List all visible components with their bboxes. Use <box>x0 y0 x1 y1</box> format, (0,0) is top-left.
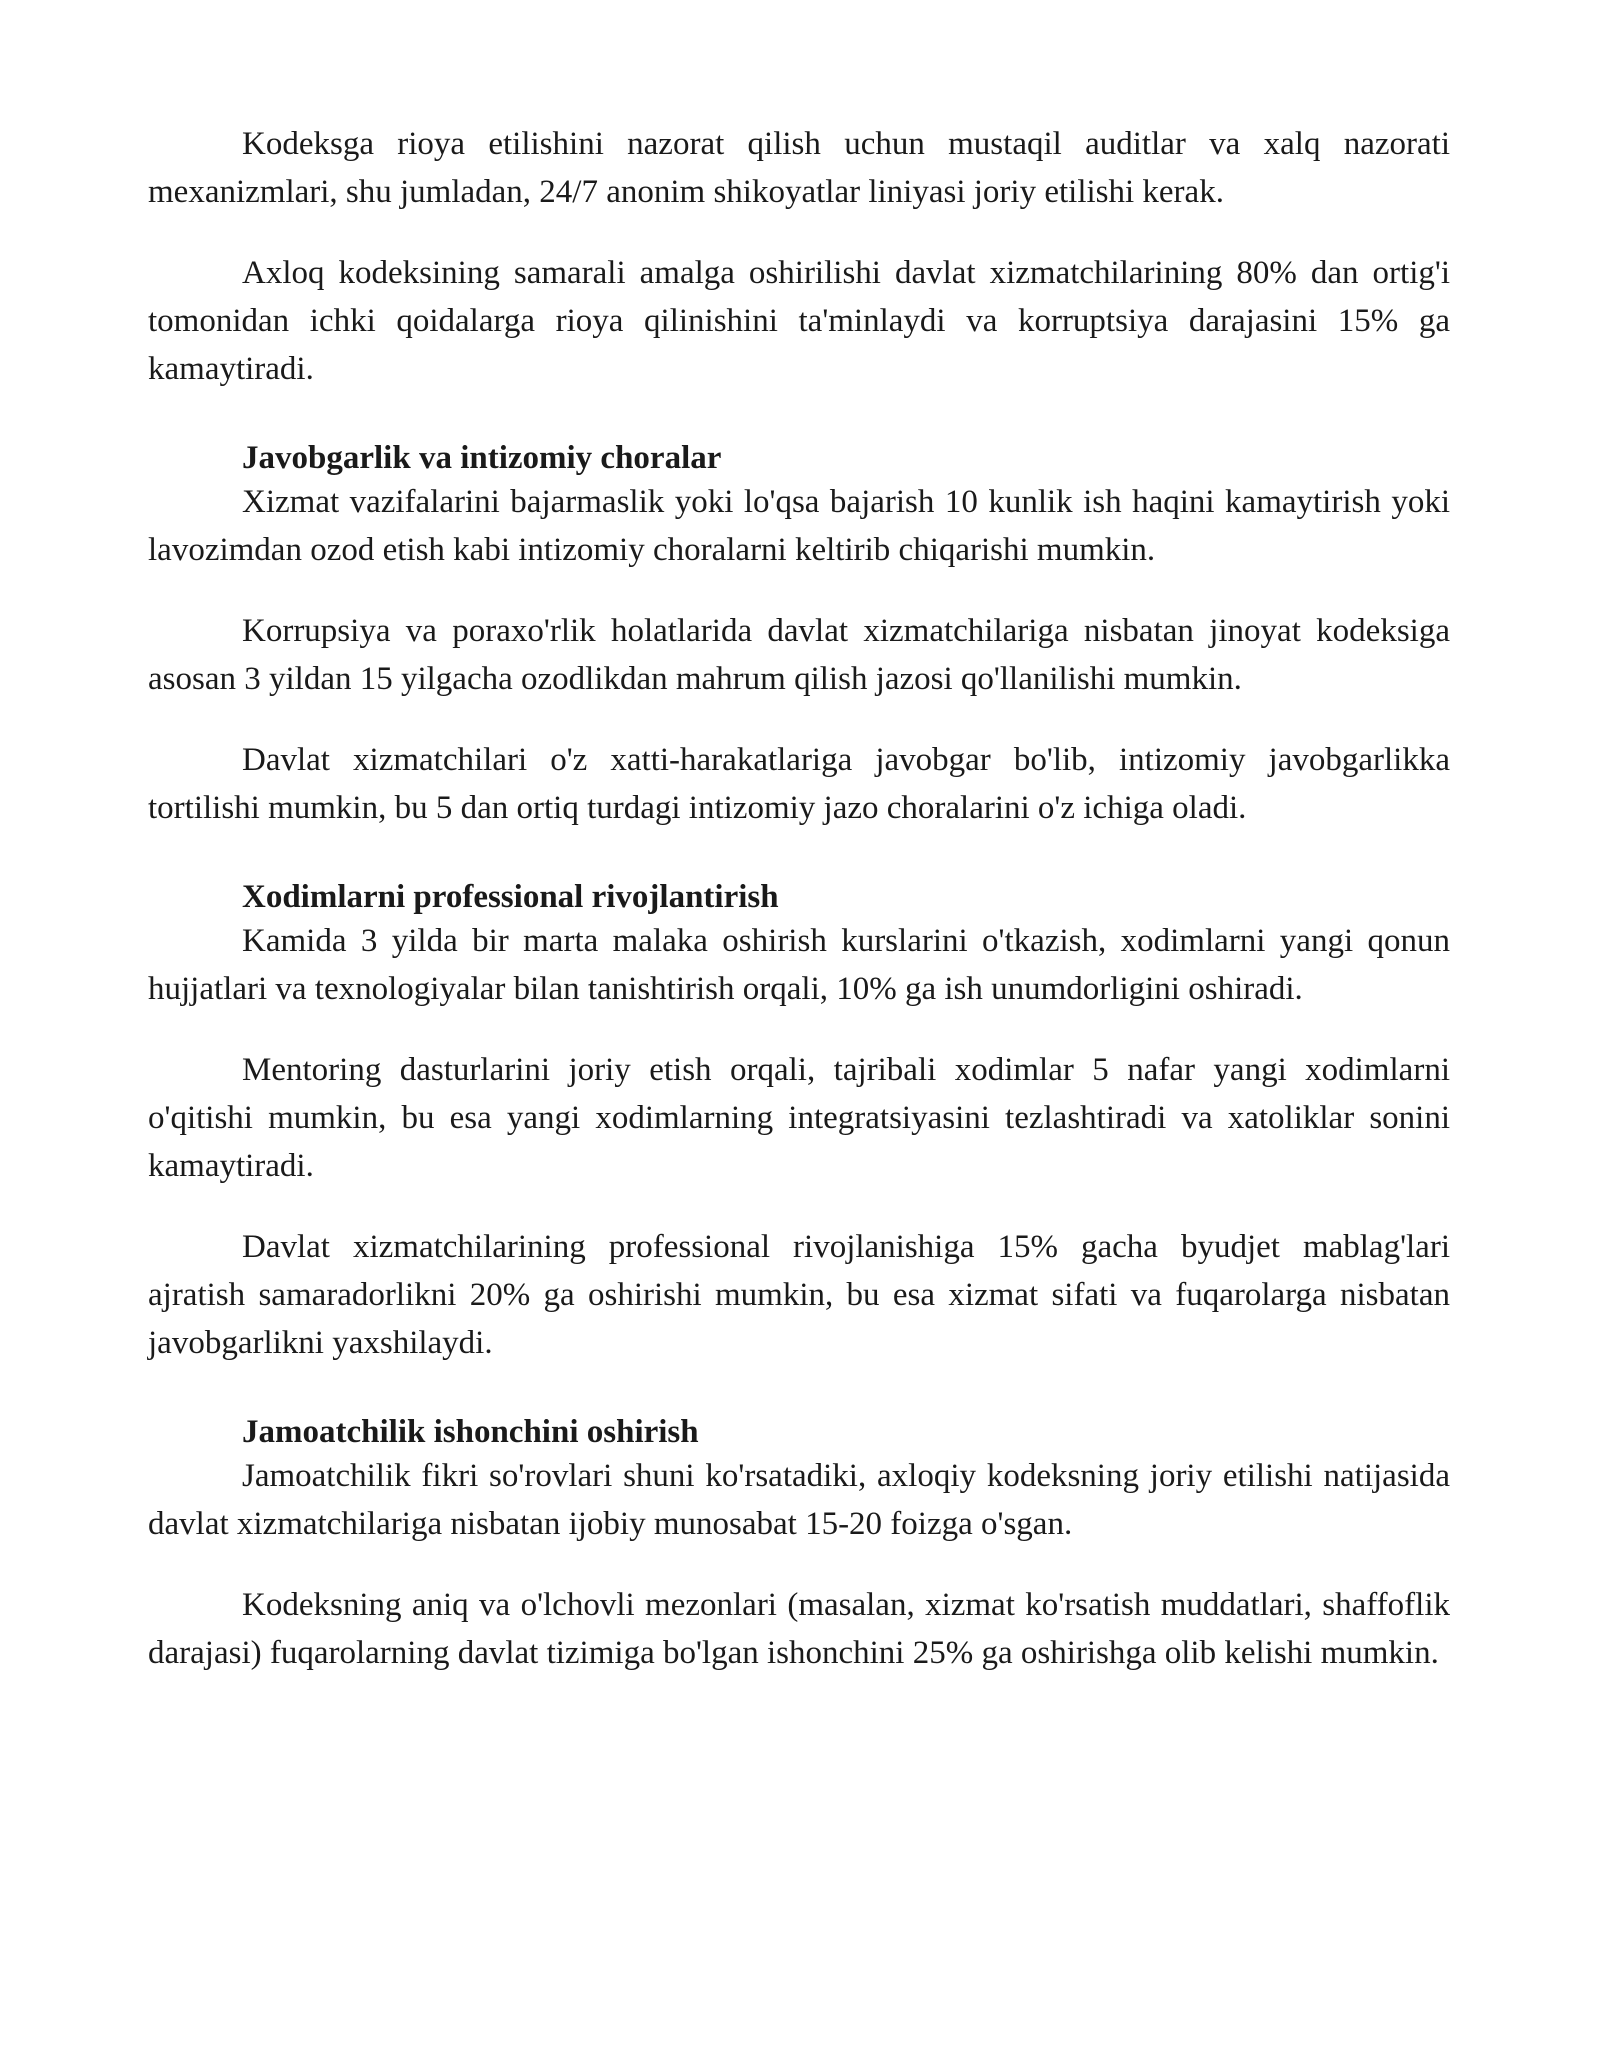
section-heading: Javobgarlik va intizomiy choralar <box>242 440 722 476</box>
paragraph: Davlat xizmatchilari o'z xatti-harakatlariga javobgar bo'lib, intizomiy javobgarlikka tortilishi mumkin, bu 5 dan ortiq turdagi intizomiy jazo choralarini o'z ichiga oladi. <box>148 742 1450 826</box>
paragraph: Kodeksga rioya etilishini nazorat qilish uchun mustaqil auditlar va xalq nazorati mexanizmlari, shu jumladan, 24/7 anonim shikoyatlar liniyasi joriy etilishi kerak. <box>148 126 1450 210</box>
paragraph: Kamida 3 yilda bir marta malaka oshirish kurslarini o'tkazish, xodimlarni yangi qonun hujjatlari va texnologiyalar bilan tanishtirish orqali, 10% ga ish unumdorligini oshiradi. <box>148 923 1450 1007</box>
paragraph: Korrupsiya va poraxo'rlik holatlarida davlat xizmatchilariga nisbatan jinoyat kodeksiga asosan 3 yildan 15 yilgacha ozodlikdan mahrum qilish jazosi qo'llanilishi mumkin. <box>148 613 1450 697</box>
paragraph: Xizmat vazifalarini bajarmaslik yoki lo'qsa bajarish 10 kunlik ish haqini kamaytirish yoki lavozimdan ozod etish kabi intizomiy choralarni keltirib chiqarishi mumkin. <box>148 484 1450 568</box>
paragraph: Axloq kodeksining samarali amalga oshirilishi davlat xizmatchilarining 80% dan ortig'i tomonidan ichki qoidalarga rioya qilinishini ta'minlaydi va korruptsiya darajasini 15% ga kamaytiradi. <box>148 255 1450 387</box>
section-heading: Jamoatchilik ishonchini oshirish <box>242 1414 699 1450</box>
section-heading: Xodimlarni professional rivojlantirish <box>242 879 779 915</box>
paragraph: Davlat xizmatchilarining professional rivojlanishiga 15% gacha byudjet mablag'lari ajratish samaradorlikni 20% ga oshirishi mumkin, bu esa xizmat sifati va fuqarolarga nisbatan javobgarlikni yaxshilaydi. <box>148 1229 1450 1361</box>
paragraph: Kodeksning aniq va o'lchovli mezonlari (masalan, xizmat ko'rsatish muddatlari, shaffoflik darajasi) fuqarolarning davlat tizimiga bo'lgan ishonchini 25% ga oshirishga olib kelishi mumkin. <box>148 1587 1450 1671</box>
document-page <box>148 120 1450 1677</box>
paragraph: Mentoring dasturlarini joriy etish orqali, tajribali xodimlar 5 nafar yangi xodimlarni o'qitishi mumkin, bu esa yangi xodimlarning integratsiyasini tezlashtiradi va xatoliklar sonini kamaytiradi. <box>148 1052 1450 1184</box>
paragraph: Jamoatchilik fikri so'rovlari shuni ko'rsatadiki, axloqiy kodeksning joriy etilishi natijasida davlat xizmatchilariga nisbatan ijobiy munosabat 15-20 foizga o'sgan. <box>148 1458 1450 1542</box>
